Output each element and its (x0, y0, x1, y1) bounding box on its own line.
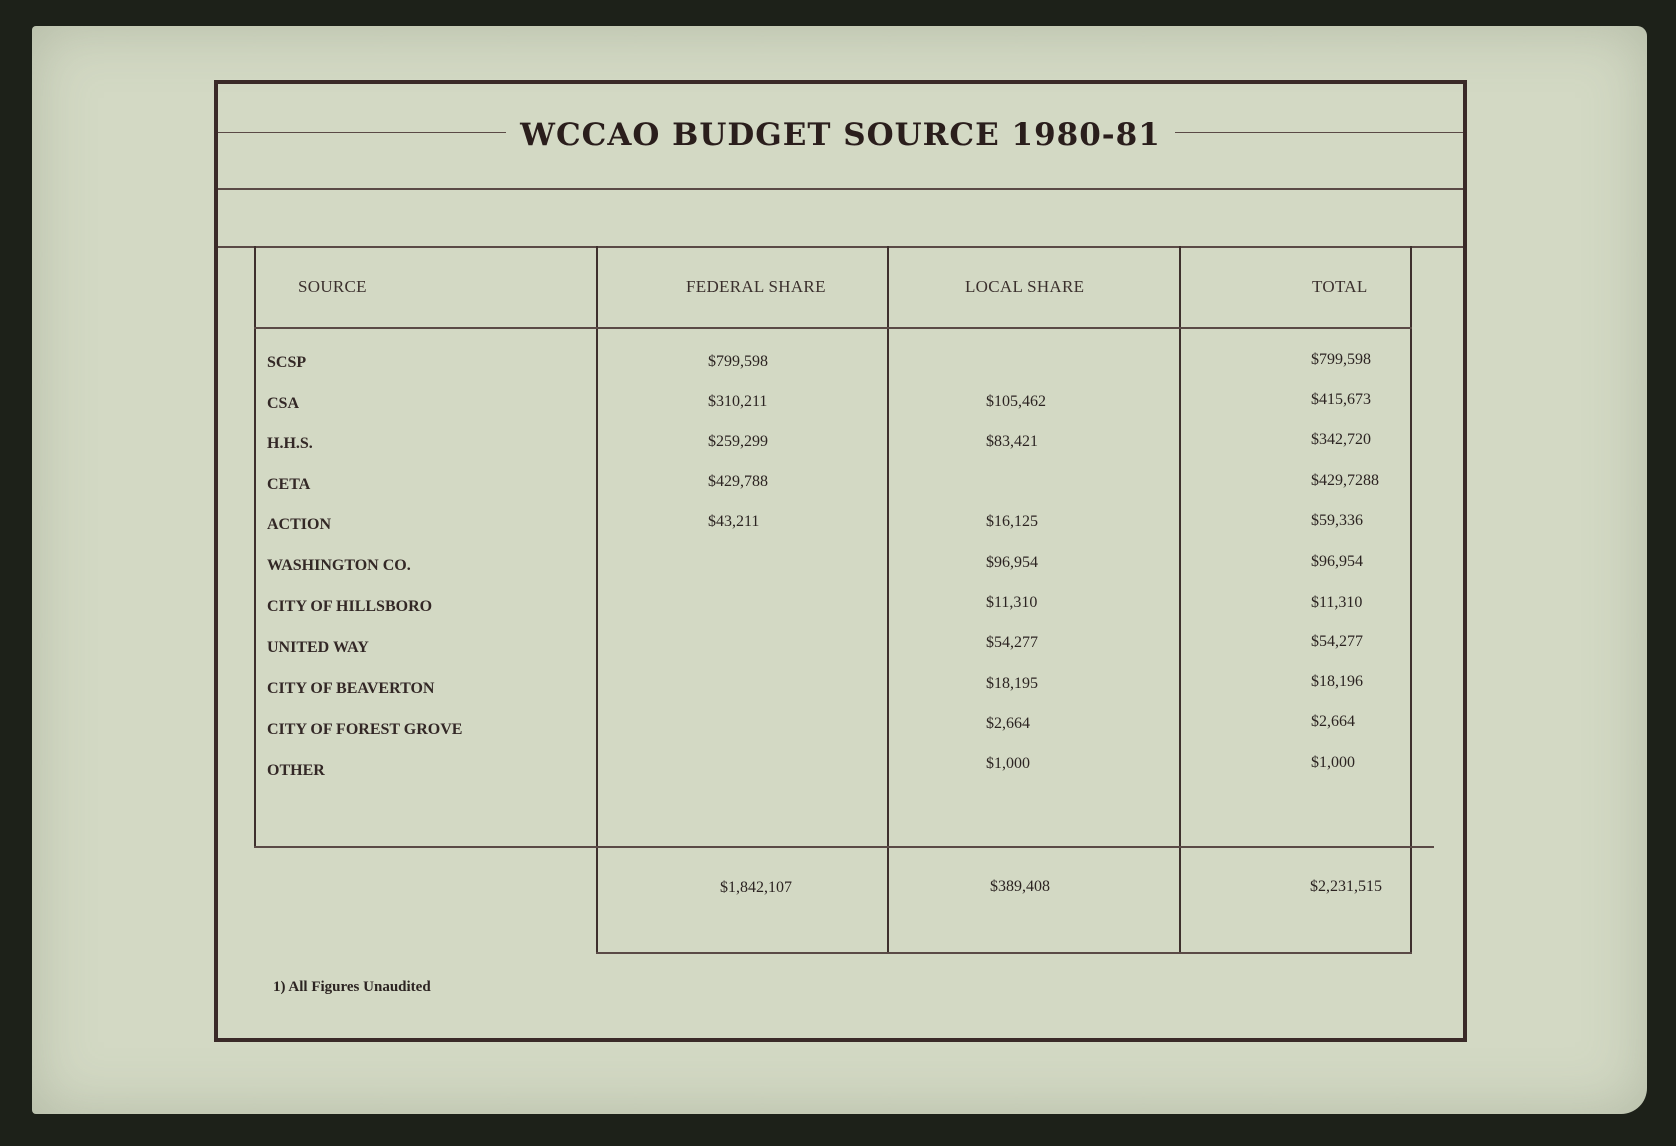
row-total: $18,196 (1311, 673, 1363, 690)
row-source: CITY OF FOREST GROVE (267, 721, 463, 738)
row-local: $11,310 (986, 594, 1038, 611)
row-total: $429,7288 (1311, 472, 1379, 489)
row-local: $105,462 (986, 393, 1046, 410)
row-source: CETA (267, 476, 311, 493)
row-total: $11,310 (1311, 594, 1363, 611)
row-total: $415,673 (1311, 391, 1371, 408)
row-total: $342,720 (1311, 431, 1371, 448)
footnote: 1) All Figures Unaudited (273, 979, 431, 995)
total-federal: $1,842,107 (720, 879, 792, 896)
row-total: $96,954 (1311, 553, 1363, 570)
row-source: ACTION (267, 516, 332, 533)
row-federal: $799,598 (708, 353, 768, 370)
row-local: $16,125 (986, 513, 1038, 530)
title-rule-bottom (218, 188, 1463, 190)
row-source: UNITED WAY (267, 639, 369, 656)
row-total: $2,664 (1311, 713, 1355, 730)
totals-bottom-rule (596, 952, 1412, 954)
row-federal: $429,788 (708, 473, 768, 490)
row-federal: $259,299 (708, 433, 768, 450)
row-local: $1,000 (986, 755, 1030, 772)
row-source: CITY OF BEAVERTON (267, 680, 435, 697)
table-body-bottom-rule (254, 846, 1434, 848)
row-local: $18,195 (986, 675, 1038, 692)
row-local: $96,954 (986, 554, 1038, 571)
row-federal: $310,211 (708, 393, 768, 410)
budget-document (214, 80, 1467, 1042)
table-left-border (254, 246, 256, 846)
column-header-local: LOCAL SHARE (965, 277, 1085, 296)
row-total: $54,277 (1311, 633, 1363, 650)
row-source: H.H.S. (267, 435, 313, 452)
column-header-rule (254, 327, 1412, 329)
row-local: $2,664 (986, 715, 1030, 732)
row-total: $799,598 (1311, 351, 1371, 368)
row-local: $83,421 (986, 433, 1038, 450)
row-source: SCSP (267, 354, 307, 371)
column-header-source: SOURCE (298, 277, 367, 296)
row-source: WASHINGTON CO. (267, 557, 411, 574)
total-grand: $2,231,515 (1310, 878, 1382, 895)
document-title-text: WCCAO BUDGET SOURCE 1980-81 (506, 117, 1175, 153)
column-header-federal: FEDERAL SHARE (686, 277, 826, 296)
row-total: $1,000 (1311, 754, 1355, 771)
header-rule-bottom (218, 246, 1463, 248)
row-source: OTHER (267, 762, 325, 779)
row-source: CITY OF HILLSBORO (267, 598, 433, 615)
row-federal: $43,211 (708, 513, 760, 530)
total-local: $389,408 (990, 878, 1050, 895)
document-title (218, 117, 1463, 153)
row-source: CSA (267, 395, 300, 412)
row-total: $59,336 (1311, 512, 1363, 529)
column-header-total: TOTAL (1312, 277, 1368, 296)
row-local: $54,277 (986, 634, 1038, 651)
